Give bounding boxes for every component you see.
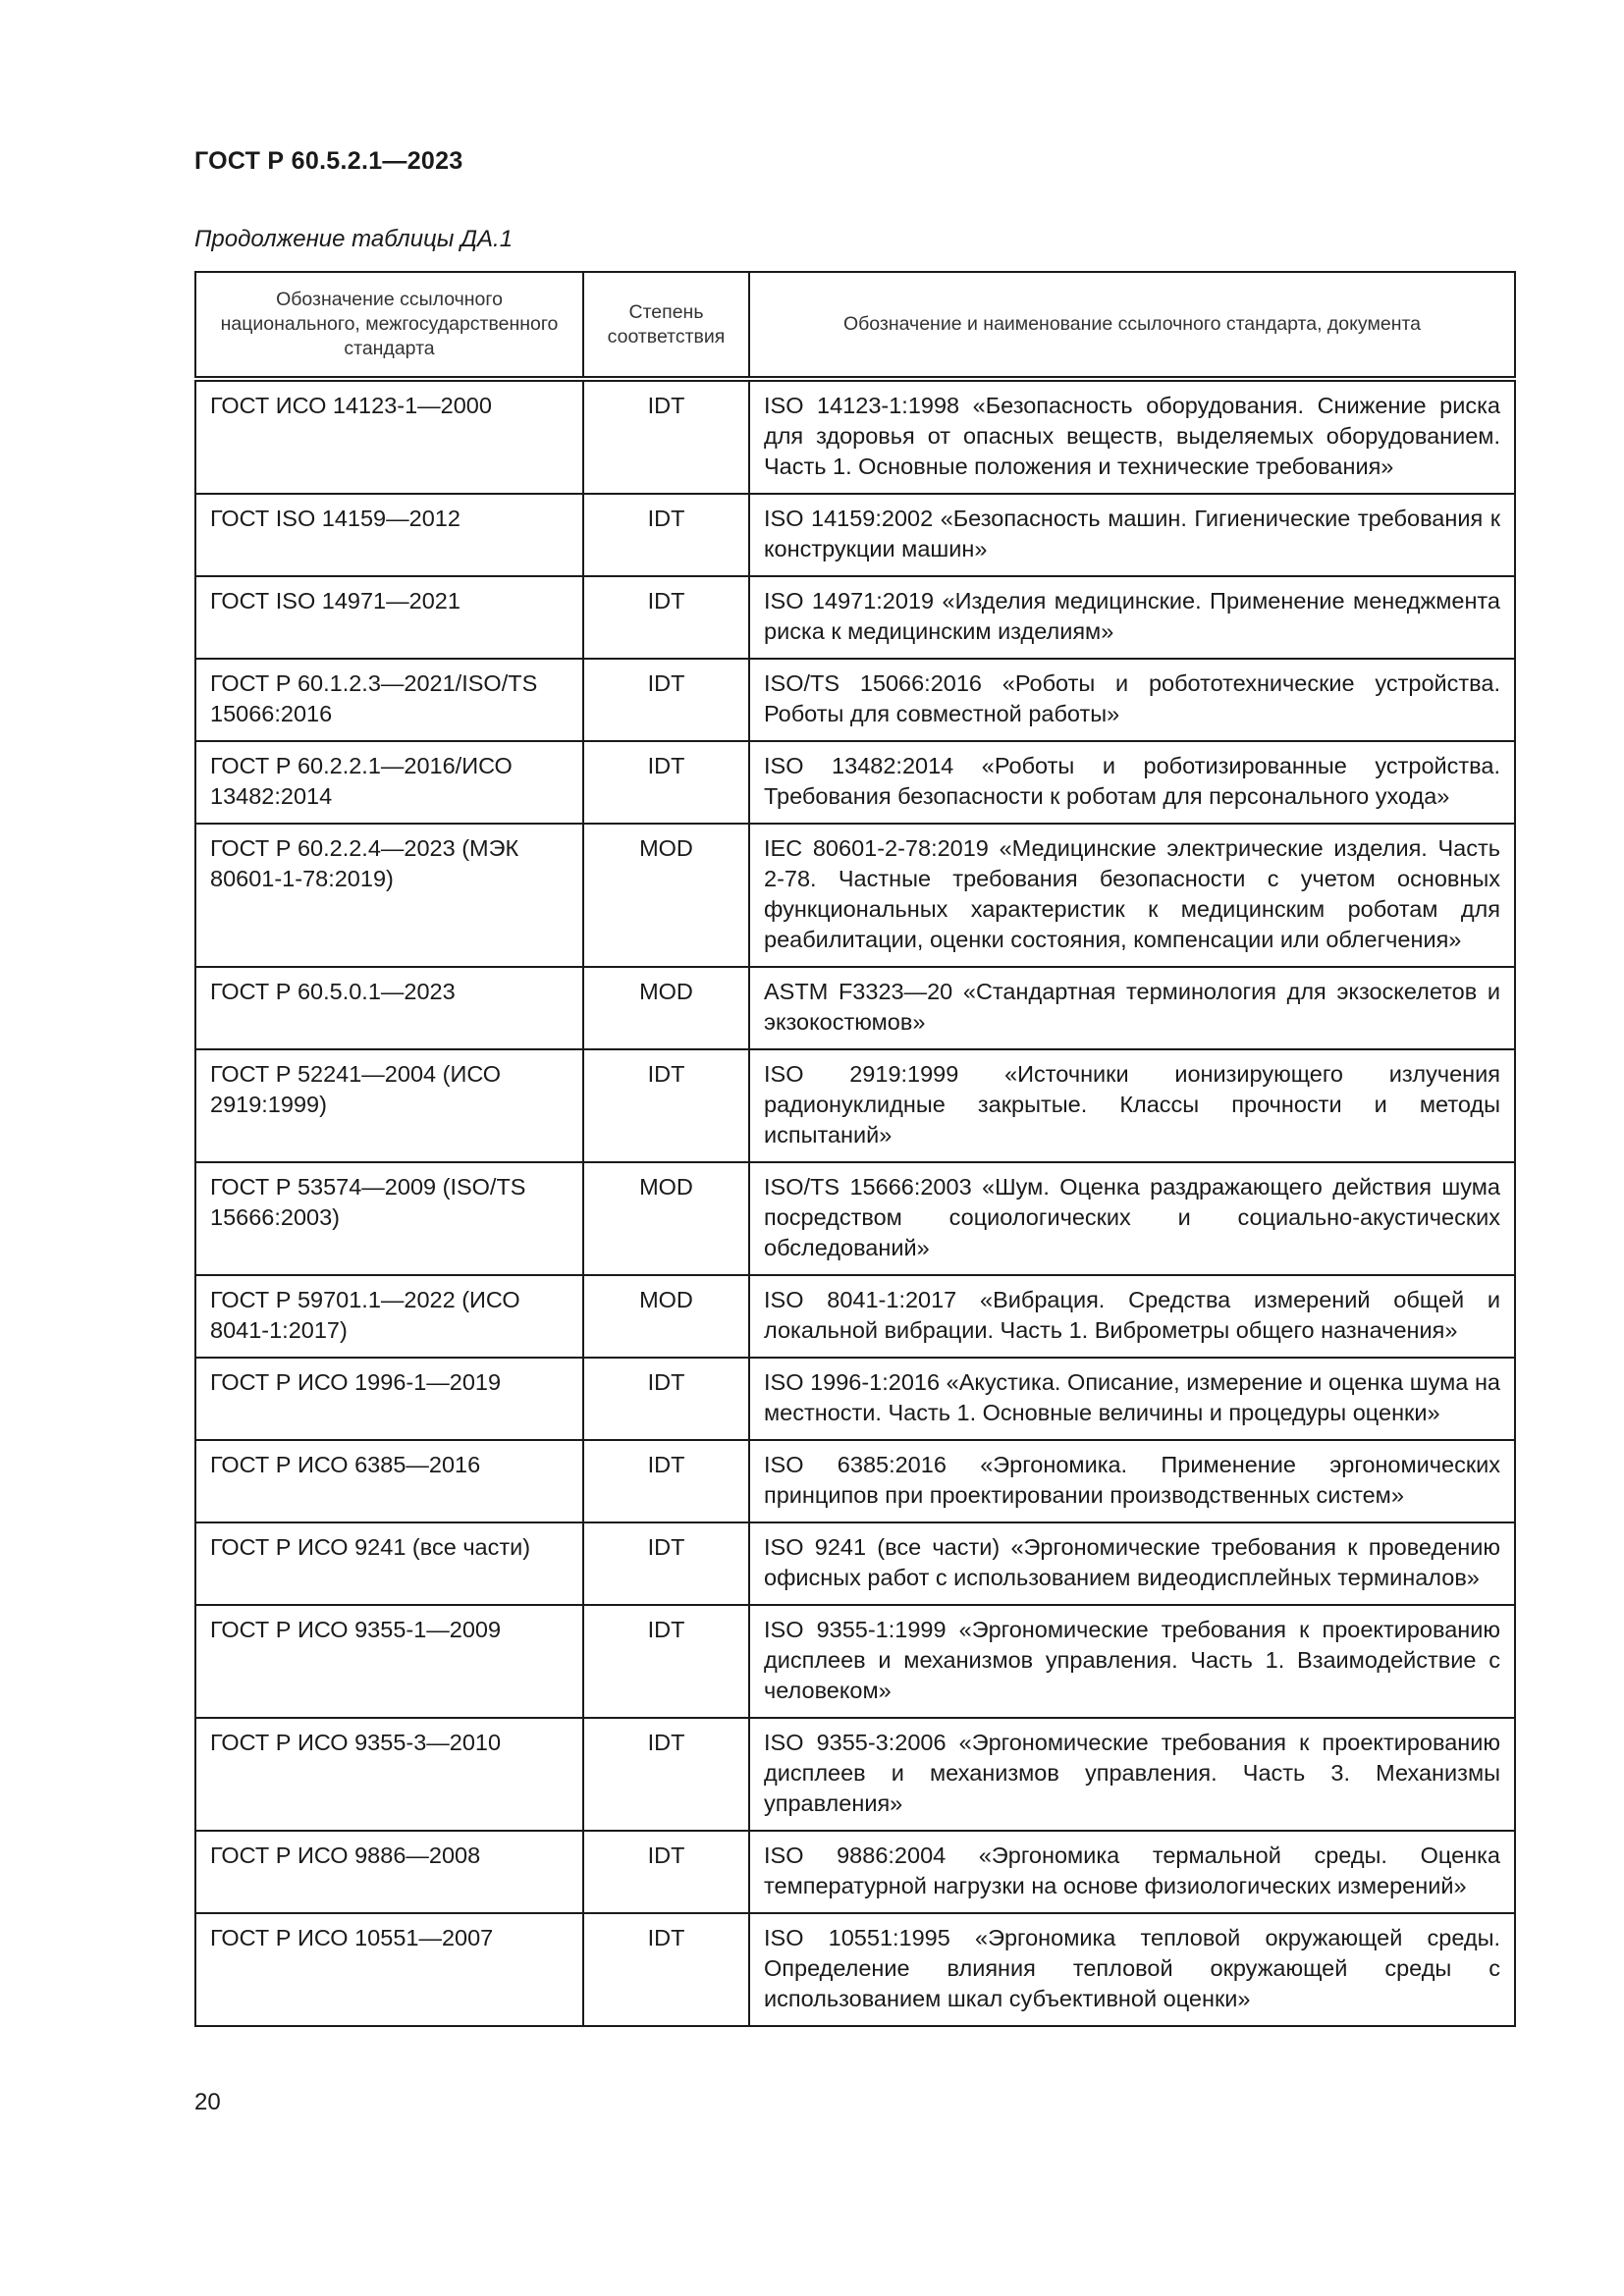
table-row xyxy=(195,741,1515,824)
cell-degree: MOD xyxy=(583,1162,749,1275)
cell-degree: IDT xyxy=(583,1605,749,1718)
reference-standards-table xyxy=(194,271,1516,2027)
cell-designation: ГОСТ Р ИСО 10551—2007 xyxy=(195,1913,583,2026)
cell-degree: IDT xyxy=(583,379,749,494)
table-row xyxy=(195,1049,1515,1162)
cell-degree: IDT xyxy=(583,659,749,741)
cell-title: ISO 10551:1995 «Эргономика тепловой окружающей среды. Определение влияния тепловой окружающей среды с использованием шкал субъективной оценки» xyxy=(749,1913,1515,2026)
cell-designation: ГОСТ Р 53574—2009 (ISO/TS 15666:2003) xyxy=(195,1162,583,1275)
cell-degree: IDT xyxy=(583,741,749,824)
cell-title: ISO 14971:2019 «Изделия медицинские. Применение менеджмента риска к медицинским изделиям» xyxy=(749,576,1515,659)
cell-degree: IDT xyxy=(583,576,749,659)
cell-title: ISO 9355-1:1999 «Эргономические требования к проектированию дисплеев и механизмов управления. Часть 1. Взаимодействие с человеком» xyxy=(749,1605,1515,1718)
cell-designation: ГОСТ ISO 14971—2021 xyxy=(195,576,583,659)
table-row xyxy=(195,494,1515,576)
cell-designation: ГОСТ Р ИСО 9886—2008 xyxy=(195,1831,583,1913)
cell-degree: MOD xyxy=(583,824,749,967)
table-row xyxy=(195,1162,1515,1275)
cell-degree: IDT xyxy=(583,1831,749,1913)
table-row xyxy=(195,1605,1515,1718)
table-row xyxy=(195,824,1515,967)
cell-title: ISO 9241 (все части) «Эргономические требования к проведению офисных работ с использованием видеодисплейных терминалов» xyxy=(749,1522,1515,1605)
cell-degree: IDT xyxy=(583,1440,749,1522)
cell-title: ISO 1996-1:2016 «Акустика. Описание, измерение и оценка шума на местности. Часть 1. Основные величины и процедуры оценки» xyxy=(749,1358,1515,1440)
cell-designation: ГОСТ Р 52241—2004 (ИСО 2919:1999) xyxy=(195,1049,583,1162)
table-body xyxy=(195,379,1515,2026)
cell-title: ISO 9886:2004 «Эргономика термальной среды. Оценка температурной нагрузки на основе физиологических измерений» xyxy=(749,1831,1515,1913)
table-row xyxy=(195,379,1515,494)
cell-designation: ГОСТ Р ИСО 9355-1—2009 xyxy=(195,1605,583,1718)
cell-designation: ГОСТ Р 60.5.0.1—2023 xyxy=(195,967,583,1049)
column-header-title: Обозначение и наименование ссылочного стандарта, документа xyxy=(749,272,1515,379)
cell-title: ISO/TS 15066:2016 «Роботы и робототехнические устройства. Роботы для совместной работы» xyxy=(749,659,1515,741)
table-row xyxy=(195,1718,1515,1831)
cell-designation: ГОСТ Р 60.2.2.1—2016/ИСО 13482:2014 xyxy=(195,741,583,824)
cell-title: ISO 6385:2016 «Эргономика. Применение эргономических принципов при проектировании производственных систем» xyxy=(749,1440,1515,1522)
cell-designation: ГОСТ Р ИСО 9241 (все части) xyxy=(195,1522,583,1605)
cell-designation: ГОСТ ISO 14159—2012 xyxy=(195,494,583,576)
table-row xyxy=(195,1831,1515,1913)
table-row xyxy=(195,1522,1515,1605)
column-header-designation: Обозначение ссылочного национального, межгосударственного стандарта xyxy=(195,272,583,379)
table-row xyxy=(195,1358,1515,1440)
table-row xyxy=(195,1913,1515,2026)
cell-degree: MOD xyxy=(583,1275,749,1358)
cell-title: ISO 2919:1999 «Источники ионизирующего излучения радионуклидные закрытые. Классы прочности и методы испытаний» xyxy=(749,1049,1515,1162)
cell-title: ISO 14123-1:1998 «Безопасность оборудования. Снижение риска для здоровья от опасных веществ, выделяемых оборудованием. Часть 1. Основные положения и технические требования» xyxy=(749,379,1515,494)
document-code: ГОСТ Р 60.5.2.1—2023 xyxy=(194,147,463,175)
table-caption: Продолжение таблицы ДА.1 xyxy=(194,226,514,252)
cell-degree: IDT xyxy=(583,1049,749,1162)
cell-degree: IDT xyxy=(583,1358,749,1440)
cell-title: ISO 14159:2002 «Безопасность машин. Гигиенические требования к конструкции машин» xyxy=(749,494,1515,576)
column-header-degree: Степень соответствия xyxy=(583,272,749,379)
table-row xyxy=(195,967,1515,1049)
cell-degree: IDT xyxy=(583,494,749,576)
cell-designation: ГОСТ Р ИСО 9355-3—2010 xyxy=(195,1718,583,1831)
table-row xyxy=(195,576,1515,659)
cell-designation: ГОСТ Р ИСО 1996-1—2019 xyxy=(195,1358,583,1440)
cell-title: IEC 80601-2-78:2019 «Медицинские электрические изделия. Часть 2-78. Частные требования безопасности с учетом основных функциональных характеристик к медицинским роботам для реабилитации, оценки состояния, компенсации или облегчения» xyxy=(749,824,1515,967)
cell-title: ISO 8041-1:2017 «Вибрация. Средства измерений общей и локальной вибрации. Часть 1. Виброметры общего назначения» xyxy=(749,1275,1515,1358)
table-row xyxy=(195,1440,1515,1522)
cell-designation: ГОСТ ИСО 14123-1—2000 xyxy=(195,379,583,494)
page-number: 20 xyxy=(194,2089,221,2115)
cell-designation: ГОСТ Р ИСО 6385—2016 xyxy=(195,1440,583,1522)
cell-degree: IDT xyxy=(583,1718,749,1831)
cell-designation: ГОСТ Р 60.1.2.3—2021/ISO/TS 15066:2016 xyxy=(195,659,583,741)
cell-degree: IDT xyxy=(583,1913,749,2026)
table-row xyxy=(195,1275,1515,1358)
cell-designation: ГОСТ Р 59701.1—2022 (ИСО 8041-1:2017) xyxy=(195,1275,583,1358)
cell-degree: MOD xyxy=(583,967,749,1049)
table-row xyxy=(195,659,1515,741)
cell-title: ISO 9355-3:2006 «Эргономические требования к проектированию дисплеев и механизмов управления. Часть 3. Механизмы управления» xyxy=(749,1718,1515,1831)
cell-designation: ГОСТ Р 60.2.2.4—2023 (МЭК 80601-1-78:2019) xyxy=(195,824,583,967)
table-header-row xyxy=(195,272,1515,379)
cell-degree: IDT xyxy=(583,1522,749,1605)
cell-title: ISO 13482:2014 «Роботы и роботизированные устройства. Требования безопасности к роботам для персонального ухода» xyxy=(749,741,1515,824)
cell-title: ASTM F3323—20 «Стандартная терминология для экзоскелетов и экзокостюмов» xyxy=(749,967,1515,1049)
cell-title: ISO/TS 15666:2003 «Шум. Оценка раздражающего действия шума посредством социологических и социально-акустических обследований» xyxy=(749,1162,1515,1275)
